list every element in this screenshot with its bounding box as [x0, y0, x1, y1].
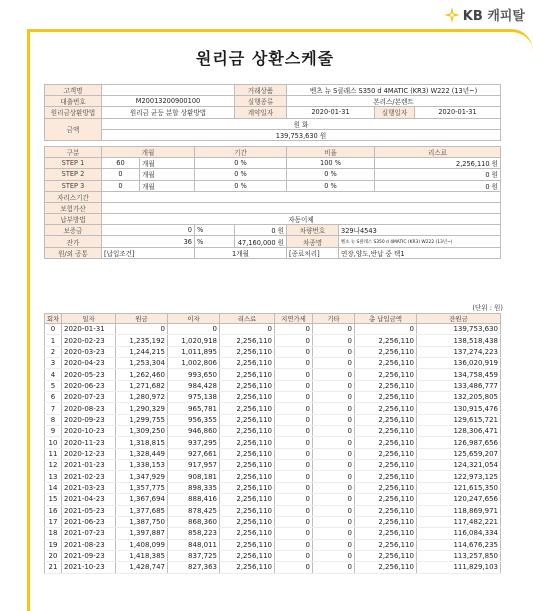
table-cell: 0	[275, 380, 313, 391]
table-cell: 0	[116, 324, 168, 335]
table-cell: 2020-11-23	[62, 437, 116, 448]
table-cell: 1,397,887	[116, 528, 168, 539]
end-proc-value: 연장,양도,반납 중 택1	[339, 247, 501, 258]
col-period: 기간	[195, 146, 287, 157]
end-proc-label: [종료처리]	[287, 247, 339, 258]
table-cell: 2,256,110	[220, 437, 275, 448]
table-cell: 2021-02-23	[62, 471, 116, 482]
table-cell: 2,256,110	[355, 437, 417, 448]
table-cell: 2021-05-23	[62, 505, 116, 516]
table-cell: 7	[45, 403, 62, 414]
table-cell: 2021-08-23	[62, 539, 116, 550]
deposit-value: 0	[102, 225, 195, 236]
car-no-label: 차량번호	[287, 225, 339, 236]
table-cell: 2,256,110	[220, 380, 275, 391]
residual-value: 36	[102, 236, 195, 247]
table-cell: 8	[45, 414, 62, 425]
table-cell: 0	[275, 562, 313, 573]
car-no-value: 329나4543	[339, 225, 501, 236]
kb-capital-logo	[444, 5, 525, 24]
table-cell: 0	[45, 324, 62, 335]
table-row	[45, 539, 501, 550]
col-header: 지연가세	[275, 314, 313, 324]
col-header: 기타	[313, 314, 355, 324]
col-div: 구분	[45, 146, 102, 157]
table-cell: 0	[275, 460, 313, 471]
col-header: 이자	[168, 314, 220, 324]
table-cell: 0	[220, 324, 275, 335]
repay-method-label: 원리금상환방법	[45, 107, 102, 118]
table-cell: 0	[313, 562, 355, 573]
table-cell: 1,002,806	[168, 358, 220, 369]
loan-no-value: M20013200900100	[102, 96, 235, 107]
customer-label: 고객명	[45, 85, 102, 96]
table-cell: 0	[275, 437, 313, 448]
table-cell: 2,256,110	[220, 562, 275, 573]
table-cell: 2,256,110	[220, 516, 275, 527]
table-cell: 2021-04-23	[62, 494, 116, 505]
table-cell: 2,256,110	[220, 392, 275, 403]
table-cell: 13	[45, 471, 62, 482]
table-cell: 0	[275, 392, 313, 403]
table-cell: 0	[313, 471, 355, 482]
table-cell: 0	[313, 528, 355, 539]
table-cell: 113,257,850	[417, 550, 501, 561]
table-cell: 0	[275, 403, 313, 414]
table-cell: 2,256,110	[355, 528, 417, 539]
deposit-label: 보증금	[45, 225, 102, 236]
table-cell: 129,615,721	[417, 414, 501, 425]
table-cell: 827,363	[168, 562, 220, 573]
table-cell: 0	[313, 460, 355, 471]
table-cell: 2021-03-23	[62, 482, 116, 493]
table-cell: 0	[275, 516, 313, 527]
table-cell: 120,247,656	[417, 494, 501, 505]
table-cell: 19	[45, 539, 62, 550]
table-cell: 2,256,110	[355, 494, 417, 505]
table-cell: 0	[313, 414, 355, 425]
product-value: 벤츠 뉴 S클래스 S350 d 4MATIC (KR3) W222 (13년~)	[287, 85, 501, 96]
table-cell: 2020-06-23	[62, 380, 116, 391]
table-cell: 21	[45, 562, 62, 573]
table-cell: 2,256,110	[355, 482, 417, 493]
deposit-won: 0 원	[235, 225, 287, 236]
table-cell: 2020-07-23	[62, 392, 116, 403]
col-header: 총 납입금액	[355, 314, 417, 324]
table-cell: 0	[313, 539, 355, 550]
table-cell: 1,418,385	[116, 550, 168, 561]
table-row	[45, 403, 501, 414]
table-cell: 117,482,221	[417, 516, 501, 527]
table-row	[45, 426, 501, 437]
table-cell: 2,256,110	[355, 516, 417, 527]
table-cell: 0	[275, 494, 313, 505]
table-row	[45, 358, 501, 369]
table-cell: 2,256,110	[355, 380, 417, 391]
table-cell: 2,256,110	[355, 460, 417, 471]
table-cell: 2021-07-23	[62, 528, 116, 539]
table-cell: 1,318,815	[116, 437, 168, 448]
table-cell: 1	[45, 335, 62, 346]
table-cell: 0	[275, 482, 313, 493]
col-header: 일자	[62, 314, 116, 324]
table-cell: 126,987,656	[417, 437, 501, 448]
table-cell: 0	[313, 482, 355, 493]
brand-name: KB 캐피탈	[462, 9, 525, 24]
cycle-label: 원/외 공통	[45, 247, 102, 258]
table-cell: 1,271,682	[116, 380, 168, 391]
table-cell: 2,256,110	[220, 369, 275, 380]
col-rate: 비율	[287, 146, 375, 157]
table-cell: 0	[275, 346, 313, 357]
table-cell: 937,295	[168, 437, 220, 448]
table-cell: 993,650	[168, 369, 220, 380]
table-cell: 1,428,747	[116, 562, 168, 573]
table-cell: 0	[313, 403, 355, 414]
table-cell: 133,486,777	[417, 380, 501, 391]
table-cell: 917,957	[168, 460, 220, 471]
col-header: 회차	[45, 314, 62, 324]
repayment-schedule-table	[44, 313, 501, 574]
table-cell: 0	[313, 437, 355, 448]
table-cell: 0	[313, 392, 355, 403]
table-row	[45, 324, 501, 335]
contract-info-table: 고객명 거래상품 벤츠 뉴 S클래스 S350 d 4MATIC (KR3) W222 (13년~) 대출번호 M20013200900100 실행종류 본리스/본렌트 원리금상환방법 원리금 균등 분할 상환방법 계약일자 2020-01-31 실행일자 2020-01-31 금액 원 화 139,753,630 원 구분 개월 기간 비율 리스료 STEP 1 60 개월 0 % 100 % 2,256,110 원 STEP 2 0 개월 0 % 0 % 0 원 STEP 3 0 개월 0 % 0 % 0 원 자리스기간 보험가산 납부방법 자동이체 보증금 0 % 0 원 차량번호 329나4543 잔가 36 % 47,160,000 원 차종명 벤츠 뉴 S클래스 S350 d 4MATIC (KR3) W222 (13년~) 원/외 공통 [납입조건] 1개월 [종료처리] 연장,양도,반납 중 택1	[44, 84, 501, 259]
table-cell: 0	[275, 335, 313, 346]
table-cell: 888,416	[168, 494, 220, 505]
table-cell: 0	[313, 346, 355, 357]
table-row	[45, 392, 501, 403]
table-cell: 984,428	[168, 380, 220, 391]
table-row	[45, 460, 501, 471]
table-cell: 6	[45, 392, 62, 403]
table-cell: 878,425	[168, 505, 220, 516]
table-cell: 0	[275, 426, 313, 437]
table-cell: 130,915,476	[417, 403, 501, 414]
payment-method-label: 납부방법	[45, 214, 102, 225]
table-cell: 2,256,110	[220, 460, 275, 471]
table-cell: 2020-01-31	[62, 324, 116, 335]
table-row	[45, 494, 501, 505]
table-cell: 0	[275, 369, 313, 380]
table-cell: 975,138	[168, 392, 220, 403]
table-cell: 2021-06-23	[62, 516, 116, 527]
step-row: STEP 1 60 개월 0 % 100 % 2,256,110 원	[45, 158, 501, 169]
table-cell: 11	[45, 448, 62, 459]
table-cell: 16	[45, 505, 62, 516]
table-cell: 1,377,685	[116, 505, 168, 516]
table-cell: 2020-10-23	[62, 426, 116, 437]
table-cell: 898,335	[168, 482, 220, 493]
table-cell: 2,256,110	[355, 369, 417, 380]
table-cell: 0	[313, 516, 355, 527]
table-row	[45, 471, 501, 482]
contract-date-value: 2020-01-31	[287, 107, 375, 118]
table-cell: 132,205,805	[417, 392, 501, 403]
table-cell: 0	[313, 335, 355, 346]
table-cell: 2,256,110	[355, 471, 417, 482]
table-cell: 139,753,630	[417, 324, 501, 335]
table-cell: 2,256,110	[220, 471, 275, 482]
table-cell: 0	[313, 494, 355, 505]
unit-label: (단위 : 원)	[472, 304, 503, 312]
table-cell: 2,256,110	[220, 403, 275, 414]
table-cell: 1,020,918	[168, 335, 220, 346]
table-cell: 2,256,110	[220, 528, 275, 539]
table-cell: 2,256,110	[220, 539, 275, 550]
amount-label: 금액	[45, 118, 102, 140]
table-cell: 2,256,110	[220, 335, 275, 346]
loan-no-label: 대출번호	[45, 96, 102, 107]
table-cell: 17	[45, 516, 62, 527]
col-header: 리스료	[220, 314, 275, 324]
table-cell: 2,256,110	[355, 426, 417, 437]
table-cell: 0	[313, 358, 355, 369]
table-cell: 0	[275, 471, 313, 482]
table-cell: 2,256,110	[220, 426, 275, 437]
table-cell: 0	[275, 505, 313, 516]
table-cell: 1,367,694	[116, 494, 168, 505]
table-cell: 946,860	[168, 426, 220, 437]
table-cell: 2020-03-23	[62, 346, 116, 357]
table-row	[45, 516, 501, 527]
table-row	[45, 482, 501, 493]
table-cell: 2,256,110	[220, 346, 275, 357]
table-cell: 2020-12-23	[62, 448, 116, 459]
table-cell: 0	[275, 550, 313, 561]
table-cell: 124,321,054	[417, 460, 501, 471]
table-cell: 1,235,192	[116, 335, 168, 346]
table-cell: 137,274,223	[417, 346, 501, 357]
table-cell: 10	[45, 437, 62, 448]
table-cell: 1,290,329	[116, 403, 168, 414]
table-cell: 927,661	[168, 448, 220, 459]
table-cell: 2020-02-23	[62, 335, 116, 346]
table-cell: 118,869,971	[417, 505, 501, 516]
table-cell: 2020-09-23	[62, 414, 116, 425]
table-cell: 0	[275, 324, 313, 335]
star-icon	[444, 7, 460, 23]
table-cell: 122,973,125	[417, 471, 501, 482]
table-cell: 2020-05-23	[62, 369, 116, 380]
table-cell: 2,256,110	[355, 448, 417, 459]
table-cell: 0	[313, 324, 355, 335]
table-cell: 121,615,350	[417, 482, 501, 493]
table-cell: 1,309,250	[116, 426, 168, 437]
table-cell: 2020-04-23	[62, 358, 116, 369]
table-cell: 20	[45, 550, 62, 561]
table-cell: 2,256,110	[355, 346, 417, 357]
step-row: STEP 2 0 개월 0 % 0 % 0 원	[45, 169, 501, 180]
table-cell: 0	[355, 324, 417, 335]
customer-value	[102, 85, 235, 96]
table-row	[45, 562, 501, 573]
table-cell: 0	[168, 324, 220, 335]
table-cell: 0	[313, 426, 355, 437]
table-cell: 2,256,110	[220, 494, 275, 505]
table-cell: 2,256,110	[220, 414, 275, 425]
table-cell: 1,244,215	[116, 346, 168, 357]
table-cell: 1,387,750	[116, 516, 168, 527]
table-cell: 3	[45, 358, 62, 369]
table-cell: 858,223	[168, 528, 220, 539]
table-cell: 2	[45, 346, 62, 357]
table-cell: 2,256,110	[220, 448, 275, 459]
table-row	[45, 346, 501, 357]
table-row	[45, 528, 501, 539]
table-cell: 2,256,110	[220, 358, 275, 369]
table-cell: 12	[45, 460, 62, 471]
table-cell: 0	[313, 369, 355, 380]
table-cell: 0	[313, 505, 355, 516]
table-cell: 1,262,460	[116, 369, 168, 380]
table-cell: 0	[313, 380, 355, 391]
table-cell: 2021-09-23	[62, 550, 116, 561]
table-cell: 9	[45, 426, 62, 437]
table-row	[45, 437, 501, 448]
table-cell: 1,338,153	[116, 460, 168, 471]
table-cell: 114,676,235	[417, 539, 501, 550]
table-cell: 1,347,929	[116, 471, 168, 482]
exec-type-value: 본리스/본렌트	[287, 96, 501, 107]
exec-date-label: 실행일자	[375, 107, 415, 118]
table-cell: 0	[313, 448, 355, 459]
table-cell: 1,011,895	[168, 346, 220, 357]
col-header: 잔원금	[417, 314, 501, 324]
step-row: STEP 3 0 개월 0 % 0 % 0 원	[45, 180, 501, 191]
table-cell: 2,256,110	[355, 505, 417, 516]
table-cell: 2,256,110	[355, 562, 417, 573]
table-row	[45, 505, 501, 516]
payment-method-value: 자동이체	[102, 214, 501, 225]
table-cell: 14	[45, 482, 62, 493]
table-cell: 2,256,110	[355, 550, 417, 561]
table-cell: 134,758,459	[417, 369, 501, 380]
table-cell: 1,280,972	[116, 392, 168, 403]
table-cell: 2021-10-23	[62, 562, 116, 573]
table-cell: 2,256,110	[355, 414, 417, 425]
table-row	[45, 380, 501, 391]
insurance-label: 보험가산	[45, 202, 102, 213]
table-cell: 128,306,471	[417, 426, 501, 437]
principal-amount: 139,753,630 원	[102, 129, 501, 140]
table-cell: 2021-01-23	[62, 460, 116, 471]
table-cell: 116,084,334	[417, 528, 501, 539]
table-row	[45, 448, 501, 459]
table-cell: 0	[275, 448, 313, 459]
table-cell: 138,518,438	[417, 335, 501, 346]
table-cell: 2,256,110	[355, 539, 417, 550]
exec-date-value: 2020-01-31	[415, 107, 501, 118]
table-cell: 0	[313, 550, 355, 561]
table-cell: 2,256,110	[355, 335, 417, 346]
table-cell: 2,256,110	[355, 392, 417, 403]
table-cell: 18	[45, 528, 62, 539]
principal-header: 원 화	[102, 118, 501, 129]
table-cell: 125,659,207	[417, 448, 501, 459]
table-cell: 965,781	[168, 403, 220, 414]
pay-cond-value: 1개월	[195, 247, 287, 258]
col-lease: 리스료	[375, 146, 501, 157]
table-cell: 868,360	[168, 516, 220, 527]
table-cell: 111,829,103	[417, 562, 501, 573]
table-cell: 1,299,755	[116, 414, 168, 425]
table-cell: 5	[45, 380, 62, 391]
table-cell: 0	[275, 414, 313, 425]
contract-date-label: 계약일자	[235, 107, 287, 118]
car-name-label: 차종명	[287, 236, 339, 247]
col-months: 개월	[102, 146, 195, 157]
table-cell: 2,256,110	[355, 403, 417, 414]
table-cell: 15	[45, 494, 62, 505]
table-cell: 2020-08-23	[62, 403, 116, 414]
table-cell: 0	[275, 358, 313, 369]
repay-method-value: 원리금 균등 분할 상환방법	[102, 107, 235, 118]
table-cell: 2,256,110	[355, 358, 417, 369]
table-cell: 2,256,110	[220, 505, 275, 516]
table-row	[45, 414, 501, 425]
table-cell: 4	[45, 369, 62, 380]
table-cell: 848,011	[168, 539, 220, 550]
product-label: 거래상품	[235, 85, 287, 96]
table-row	[45, 335, 501, 346]
table-cell: 2,256,110	[220, 550, 275, 561]
pay-cond-label: [납입조건]	[102, 247, 195, 258]
table-row	[45, 550, 501, 561]
schedule-header-row	[45, 314, 501, 324]
table-cell: 1,253,304	[116, 358, 168, 369]
table-cell: 1,357,775	[116, 482, 168, 493]
car-name-value: 벤츠 뉴 S클래스 S350 d 4MATIC (KR3) W222 (13년~)	[339, 236, 501, 247]
table-cell: 956,355	[168, 414, 220, 425]
col-header: 원금	[116, 314, 168, 324]
page-title: 원리금 상환스케줄	[195, 49, 335, 68]
exec-type-label: 실행종류	[235, 96, 287, 107]
residual-won: 47,160,000 원	[235, 236, 287, 247]
grace-label: 자리스기간	[45, 191, 102, 202]
table-cell: 908,181	[168, 471, 220, 482]
table-cell: 837,725	[168, 550, 220, 561]
residual-label: 잔가	[45, 236, 102, 247]
table-cell: 1,328,449	[116, 448, 168, 459]
table-row	[45, 369, 501, 380]
table-cell: 136,020,919	[417, 358, 501, 369]
table-cell: 0	[275, 528, 313, 539]
table-cell: 1,408,099	[116, 539, 168, 550]
table-cell: 0	[275, 539, 313, 550]
table-cell: 2,256,110	[220, 482, 275, 493]
